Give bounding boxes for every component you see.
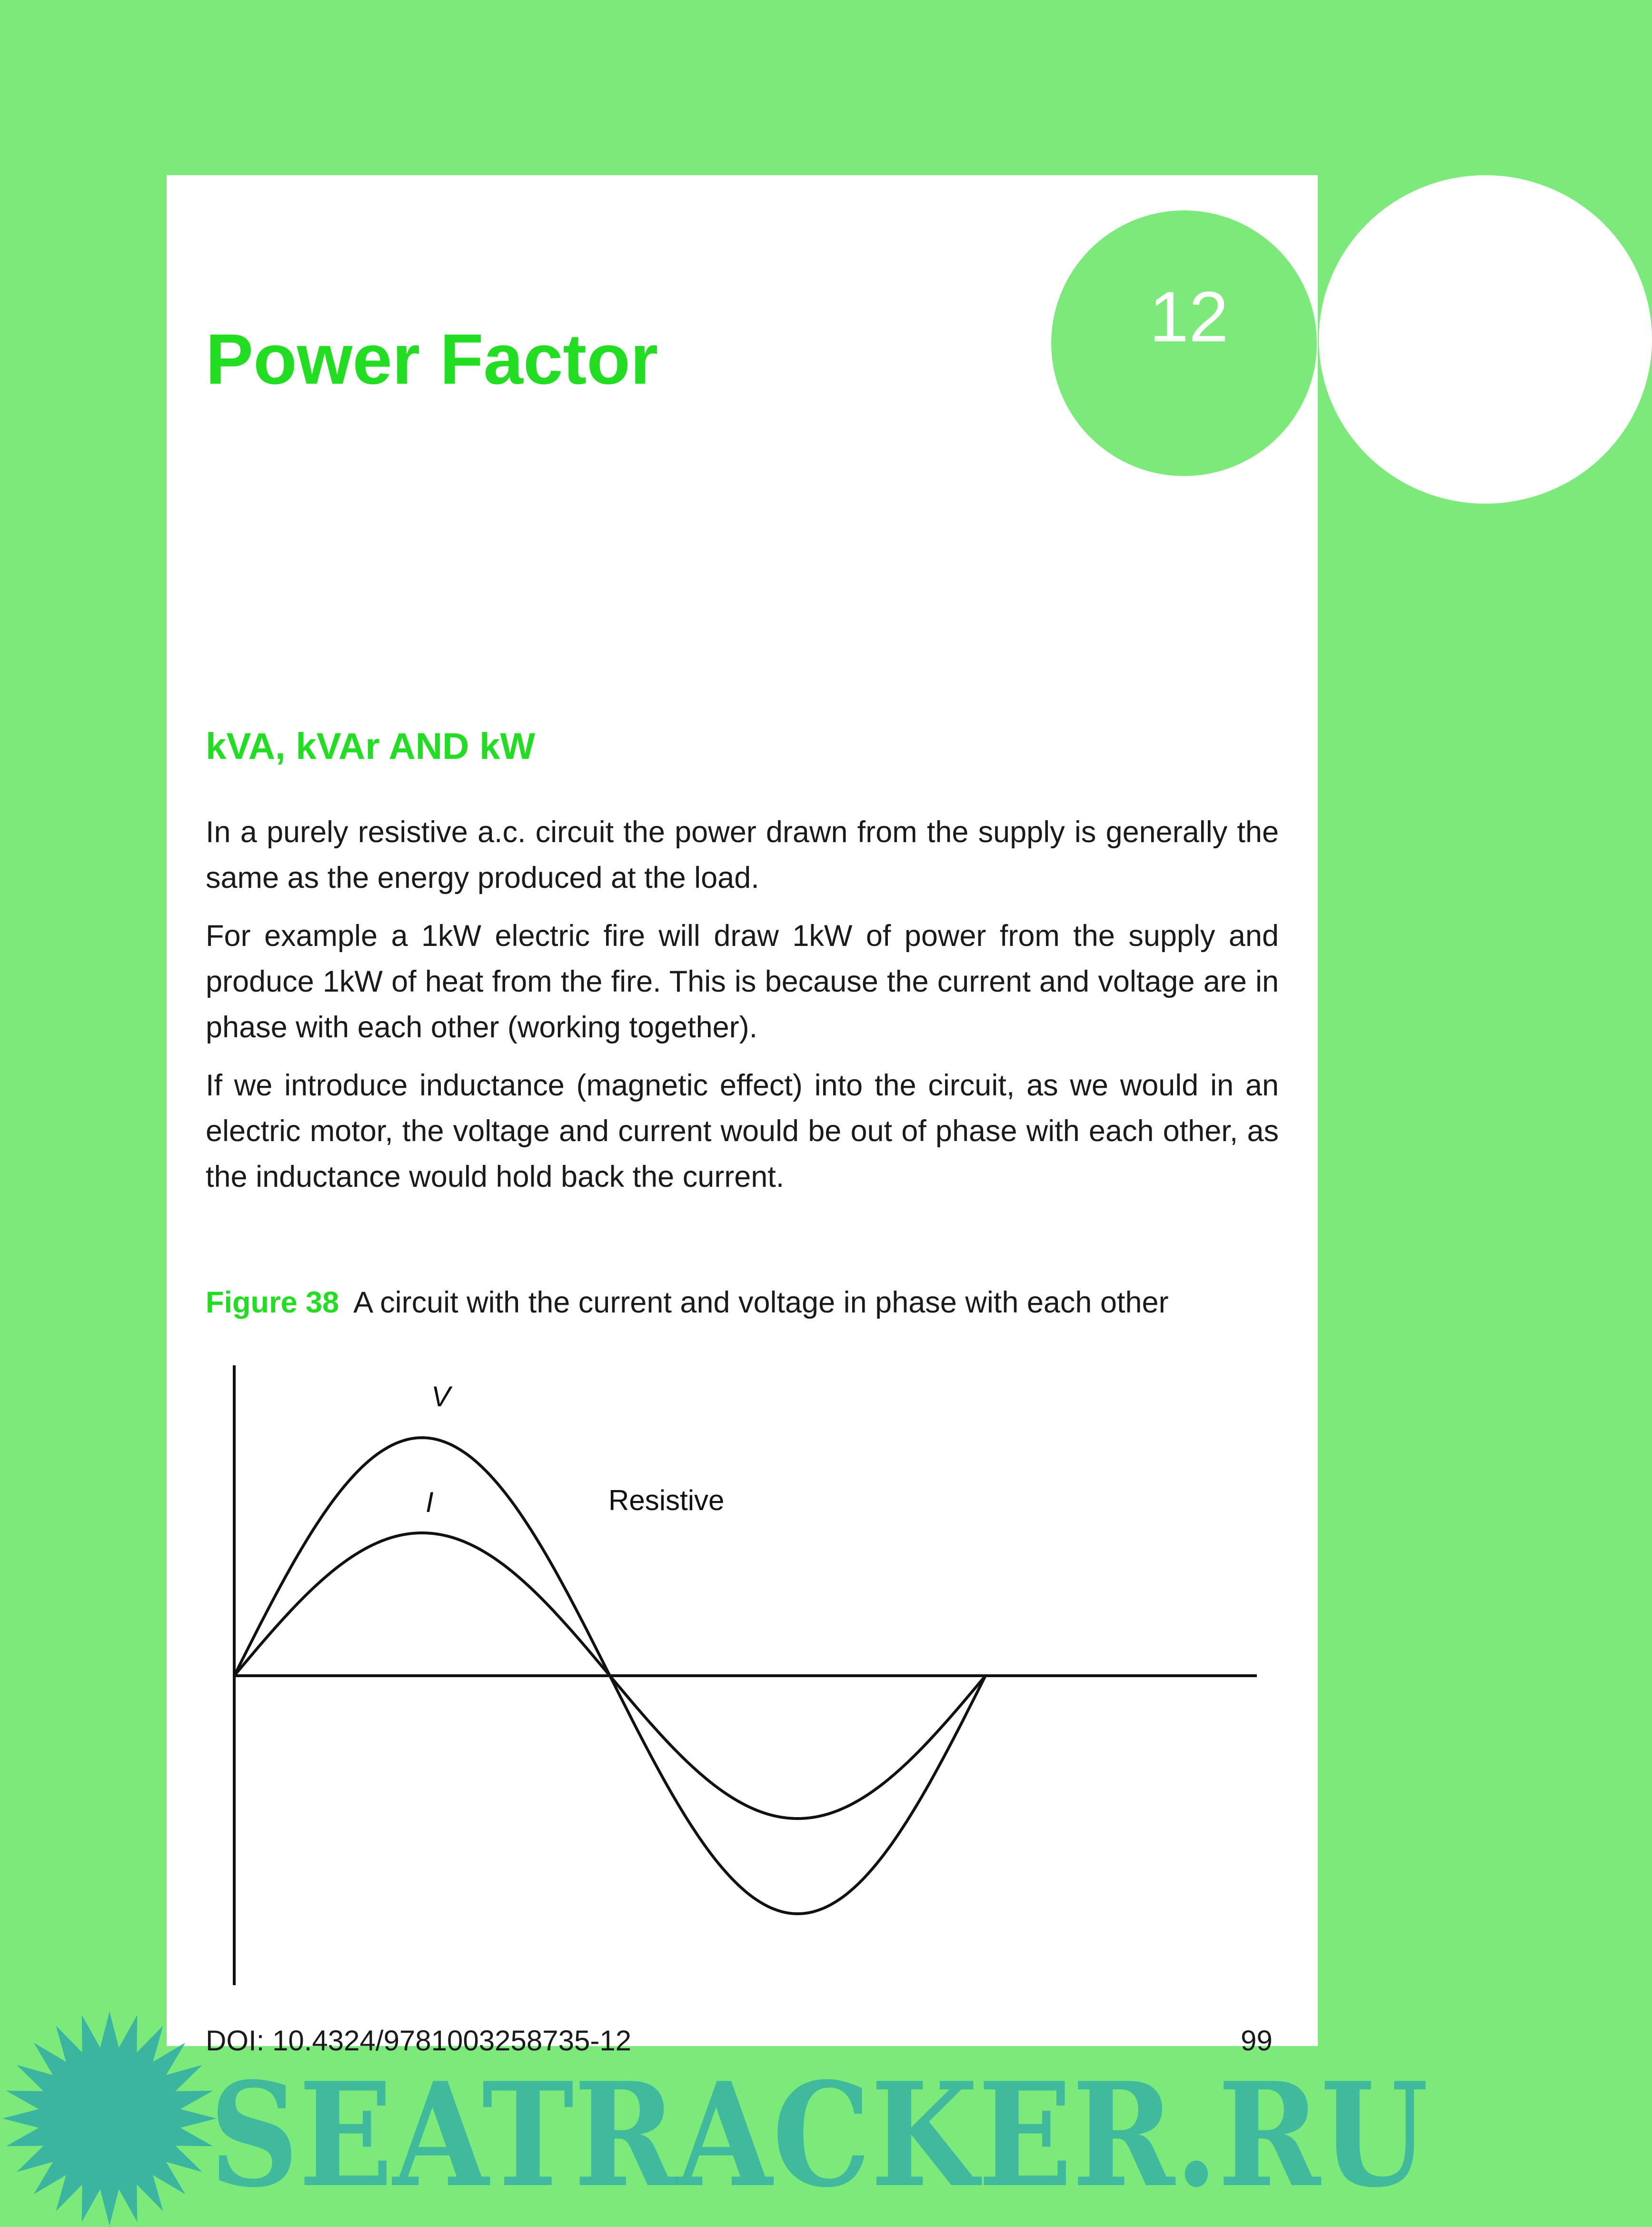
chapter-title: Power Factor xyxy=(206,319,658,399)
paragraph: If we introduce inductance (magnetic effect) into the circuit, as we would in an electric motor, the voltage and current would be out of phase with each other, as the inductance would hold back the current. xyxy=(206,1069,1279,1193)
series-label-i: I xyxy=(426,1486,434,1518)
section-heading: kVA, kVAr AND kW xyxy=(206,725,536,767)
paragraph: For example a 1kW electric fire will draw 1kW of power from the supply and produce 1kW of heat from the fire. This is because the current and voltage are in phase with each other (working together). xyxy=(206,919,1279,1044)
paragraph: In a purely resistive a.c. circuit the power drawn from the supply is generally the same as the energy produced at the load. xyxy=(206,815,1279,895)
figure-label: Figure 38 xyxy=(206,1286,339,1319)
series-label-v: V xyxy=(431,1381,451,1412)
chart-annotation: Resistive xyxy=(608,1484,725,1516)
figure-caption-text: A circuit with the current and voltage in phase with each other xyxy=(353,1286,1169,1319)
sunburst-icon xyxy=(2,2011,217,2226)
watermark-text: SEATRACKER.RU xyxy=(209,2051,1428,2219)
chapter-number: 12 xyxy=(1149,276,1229,357)
watermark xyxy=(0,2014,1451,2227)
page-number: 99 xyxy=(1241,2025,1273,2057)
footer-doi: DOI: 10.4324/9781003258735-12 xyxy=(206,2025,632,2057)
